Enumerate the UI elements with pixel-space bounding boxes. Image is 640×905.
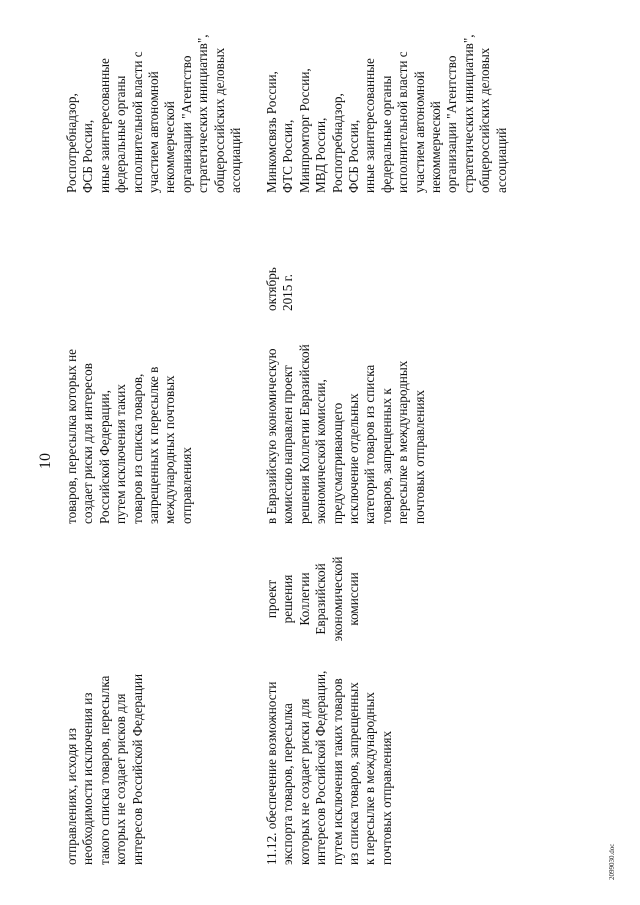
row-1112-document-type: проект решения Коллегии Евразийской экономической комиссии — [264, 556, 362, 642]
row-1112-responsible-text: Минкомсвязь России, ФТС России, Минпромторг России, МВД России, Роспотребнадзор, ФСБ России, иные заинтересованные федеральные органы исполнительной власти с участием автономной некоммерческой организации "Агентство стратегических инициатив", общероссийских деловых ассоциаций — [264, 34, 509, 193]
row-1112-measure-text: 11.12. обеспечение возможности экспорта товаров, пересылка которых не создает риски для интересов Российской Федерации, путем исключения таких товаров из списка товаров, запрещенных к пересылке в международных почтовых отправлениях — [264, 670, 394, 865]
row-1112-deadline: октябрь 2015 г. — [264, 267, 296, 311]
row-top-result-text: товаров, пересылка которых не создает риски для интересов Российской Федерации, путем исключения таких товаров из списка товаров, запрещенных к пересылке в международных почтовых отправлениях — [64, 348, 194, 524]
page-number: 10 — [37, 453, 54, 469]
row-1112-result-text: в Евразийскую экономическую комиссию направлен проект решения Коллегии Евразийской экономической комиссии, предусматривающего исключение отдельных категорий товаров из списка товаров, запрещенных к пересылке в международных почтовых отправлениях — [264, 344, 427, 524]
document-footer: 2099030.doc — [608, 843, 616, 880]
row-top-responsible-text: Роспотребнадзор, ФСБ России, иные заинтересованные федеральные органы исполнительной власти с участием автономной некоммерческой организации "Агентство стратегических инициатив", общероссийских деловых ассоциаций — [64, 34, 244, 193]
row-top-measure-text: отправлениях, исходя из необходимости исключения из такого списка товаров, пересылка которых не создает рисков для интересов Российской Федерации — [64, 673, 145, 865]
